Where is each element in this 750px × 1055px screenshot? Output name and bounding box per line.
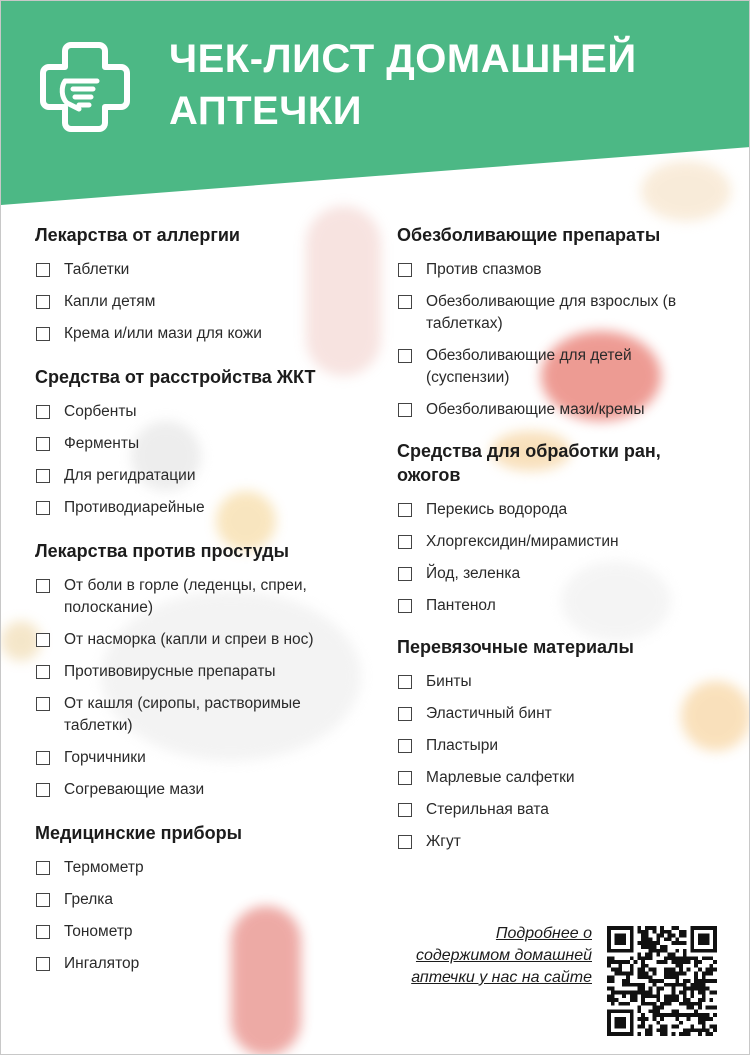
more-info-link[interactable]: Подробнее о содержимом домашней аптечки у нас на сайте — [411, 925, 592, 986]
section-allergy — [35, 223, 365, 345]
item-label: Обезболивающие для детей (суспензии) — [426, 347, 632, 386]
checklist-item[interactable] — [397, 345, 717, 389]
checklist-item[interactable] — [35, 661, 365, 683]
item-label: Крема и/или мази для кожи — [64, 325, 262, 342]
checkbox[interactable] — [398, 835, 412, 849]
checklist-item[interactable] — [35, 259, 365, 281]
item-label: От боли в горле (леденцы, спреи, полоскание) — [64, 577, 307, 616]
checklist-item[interactable] — [397, 595, 717, 617]
section-title: Средства для обработки ран, ожогов — [397, 441, 661, 485]
checklist-item[interactable] — [35, 433, 365, 455]
checklist-item[interactable] — [397, 499, 717, 521]
checkbox[interactable] — [398, 349, 412, 363]
checkbox[interactable] — [36, 263, 50, 277]
item-label: Пластыри — [426, 737, 499, 754]
item-label: Для регидратации — [64, 467, 196, 484]
checklist-item[interactable] — [35, 497, 365, 519]
checklist-item[interactable] — [35, 575, 365, 619]
checklist-item[interactable] — [397, 399, 717, 421]
item-label: Стерильная вата — [426, 801, 549, 818]
checkbox[interactable] — [398, 503, 412, 517]
checkbox[interactable] — [36, 957, 50, 971]
checkbox[interactable] — [398, 675, 412, 689]
item-label: Противовирусные препараты — [64, 663, 276, 680]
title-line-1: ЧЕК-ЛИСТ ДОМАШНЕЙ — [169, 37, 637, 81]
item-label: Ингалятор — [64, 955, 140, 972]
item-label: Сорбенты — [64, 403, 137, 420]
item-label: Хлоргексидин/мирамистин — [426, 533, 619, 550]
checkbox[interactable] — [36, 783, 50, 797]
left-column — [35, 223, 365, 985]
item-label: От кашля (сиропы, растворимые таблетки) — [64, 695, 301, 734]
medical-cross-hand-icon — [35, 37, 135, 137]
item-label: Пантенол — [426, 597, 496, 614]
page-title — [169, 33, 729, 137]
checklist-item[interactable] — [397, 563, 717, 585]
checklist-item[interactable] — [35, 323, 365, 345]
section-title: Обезболивающие препараты — [397, 225, 661, 245]
section-wounds — [397, 439, 717, 617]
checkbox[interactable] — [36, 405, 50, 419]
section-dressings — [397, 635, 717, 853]
item-label: Термометр — [64, 859, 144, 876]
checklist-item[interactable] — [397, 291, 717, 335]
checklist-item[interactable] — [397, 531, 717, 553]
section-gastro — [35, 365, 365, 519]
checkbox[interactable] — [398, 707, 412, 721]
checklist-item[interactable] — [397, 671, 717, 693]
checkbox[interactable] — [36, 665, 50, 679]
checkbox[interactable] — [36, 295, 50, 309]
checkbox[interactable] — [398, 803, 412, 817]
item-label: Ферменты — [64, 435, 140, 452]
section-title: Перевязочные материалы — [397, 637, 634, 657]
checkbox[interactable] — [36, 893, 50, 907]
checkbox[interactable] — [398, 599, 412, 613]
checkbox[interactable] — [36, 469, 50, 483]
checklist-item[interactable] — [397, 735, 717, 757]
checkbox[interactable] — [398, 263, 412, 277]
checkbox[interactable] — [36, 861, 50, 875]
item-label: Согревающие мази — [64, 781, 205, 798]
item-label: Бинты — [426, 673, 472, 690]
checkbox[interactable] — [398, 403, 412, 417]
item-label: Перекись водорода — [426, 501, 568, 518]
item-label: Противодиарейные — [64, 499, 205, 516]
checklist-item[interactable] — [35, 747, 365, 769]
checkbox[interactable] — [398, 739, 412, 753]
checkbox[interactable] — [36, 327, 50, 341]
checklist-item[interactable] — [397, 831, 717, 853]
item-label: Против спазмов — [426, 261, 542, 278]
checklist-item[interactable] — [35, 921, 365, 943]
checklist-item[interactable] — [35, 857, 365, 879]
checkbox[interactable] — [36, 437, 50, 451]
checklist-item[interactable] — [35, 401, 365, 423]
item-label: Горчичники — [64, 749, 146, 766]
checkbox[interactable] — [398, 535, 412, 549]
checklist-item[interactable] — [35, 465, 365, 487]
checklist-item[interactable] — [35, 889, 365, 911]
section-title: Лекарства от аллергии — [35, 225, 240, 245]
section-devices — [35, 821, 365, 975]
item-label: Грелка — [64, 891, 114, 908]
checkbox[interactable] — [36, 579, 50, 593]
checklist-item[interactable] — [35, 629, 365, 651]
item-label: От насморка (капли и спреи в нос) — [64, 631, 314, 648]
checklist-item[interactable] — [35, 693, 365, 737]
item-label: Тонометр — [64, 923, 133, 940]
section-cold — [35, 539, 365, 801]
checklist-item[interactable] — [35, 953, 365, 975]
checklist-item[interactable] — [35, 291, 365, 313]
section-title: Лекарства против простуды — [35, 541, 289, 561]
item-label: Эластичный бинт — [426, 705, 552, 722]
checkbox[interactable] — [36, 633, 50, 647]
item-label: Марлевые салфетки — [426, 769, 575, 786]
header-banner — [1, 1, 750, 206]
section-title: Средства от расстройства ЖКТ — [35, 367, 316, 387]
checkbox[interactable] — [398, 295, 412, 309]
item-label: Капли детям — [64, 293, 156, 310]
checkbox[interactable] — [398, 771, 412, 785]
checkbox[interactable] — [36, 697, 50, 711]
section-title: Медицинские приборы — [35, 823, 243, 843]
item-label: Обезболивающие мази/кремы — [426, 401, 645, 418]
title-line-2: АПТЕЧКИ — [169, 89, 362, 133]
checklist-item[interactable] — [397, 703, 717, 725]
item-label: Таблетки — [64, 261, 130, 278]
checklist-item[interactable] — [35, 779, 365, 801]
checkbox[interactable] — [36, 925, 50, 939]
section-painkillers — [397, 223, 717, 421]
qr-code-icon[interactable] — [607, 926, 717, 1036]
checkbox[interactable] — [398, 567, 412, 581]
right-column — [397, 223, 717, 863]
checklist-item[interactable] — [397, 767, 717, 789]
item-label: Йод, зеленка — [426, 565, 521, 582]
checklist-item[interactable] — [397, 799, 717, 821]
item-label: Жгут — [426, 833, 461, 850]
item-label: Обезболивающие для взрослых (в таблетках) — [426, 293, 677, 332]
checkbox[interactable] — [36, 501, 50, 515]
checkbox[interactable] — [36, 751, 50, 765]
checklist-item[interactable] — [397, 259, 717, 281]
